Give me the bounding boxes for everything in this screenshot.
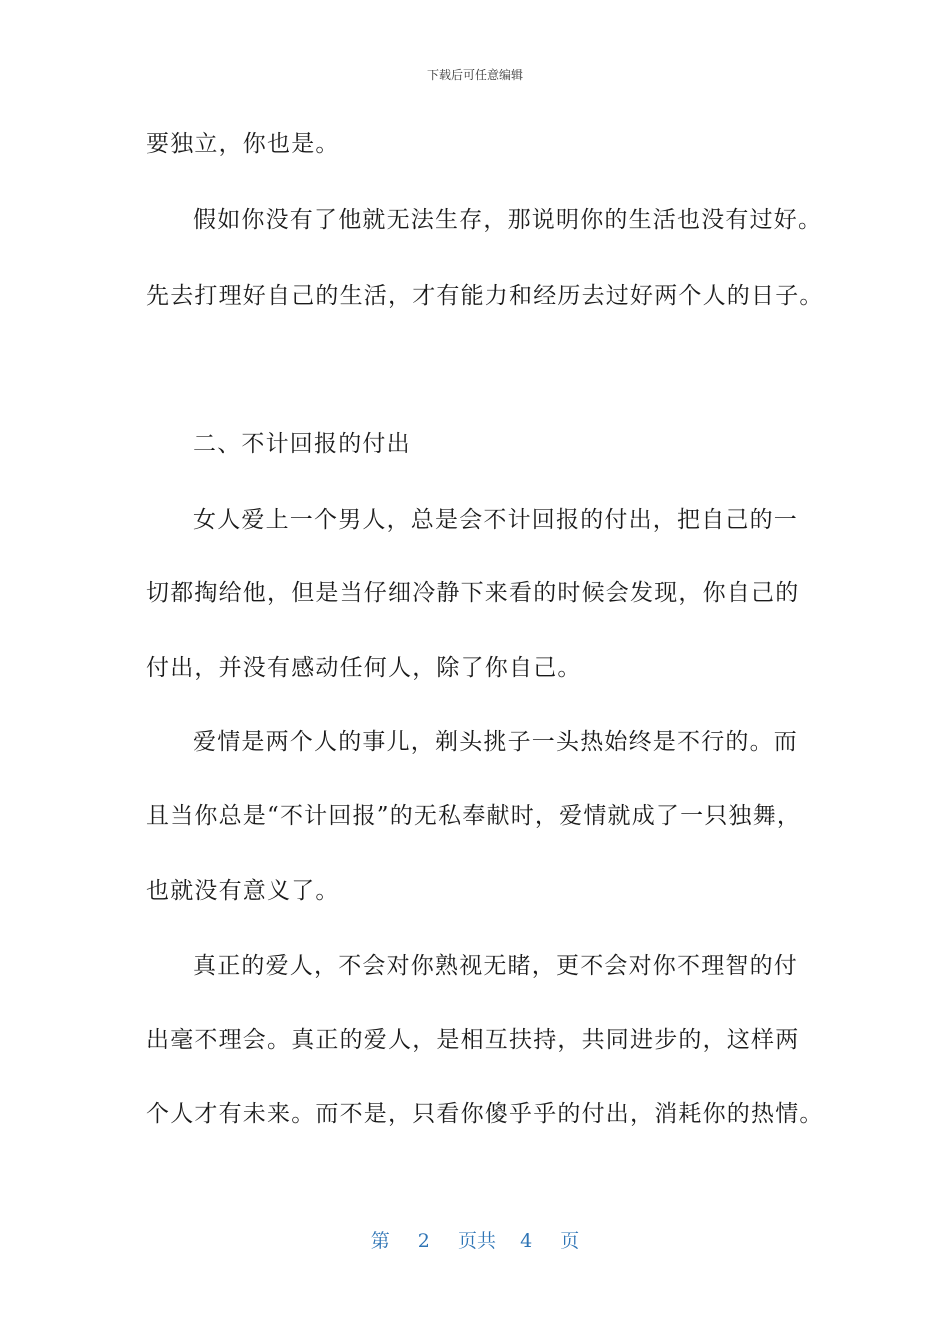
page-footer <box>0 1226 950 1253</box>
body-line-7: 付出，并没有感动任何人，除了你自己。 <box>146 655 582 681</box>
footer-mid: 页共 <box>457 1230 496 1252</box>
body-line-2: 假如你没有了他就无法生存，那说明你的生活也没有过好。 <box>193 207 823 233</box>
body-line-3: 先去打理好自己的生活，才有能力和经历去过好两个人的日子。 <box>146 283 824 309</box>
section-heading: 二、不计回报的付出 <box>193 431 411 457</box>
body-line-6: 切都掏给他，但是当仔细冷静下来看的时候会发现，你自己的 <box>146 580 800 606</box>
footer-suffix: 页 <box>560 1230 580 1252</box>
body-line-1: 要独立，你也是。 <box>146 131 340 157</box>
body-line-11: 真正的爱人，不会对你熟视无睹，更不会对你不理智的付 <box>193 953 798 979</box>
body-line-9: 且当你总是“不计回报”的无私奉献时，爱情就成了一只独舞， <box>146 803 802 829</box>
footer-prefix: 第 <box>370 1230 390 1252</box>
body-line-8: 爱情是两个人的事儿，剃头挑子一头热始终是不行的。而 <box>193 729 798 755</box>
body-line-5: 女人爱上一个男人，总是会不计回报的付出，把自己的一 <box>193 507 798 533</box>
body-line-10: 也就没有意义了。 <box>146 878 340 904</box>
body-line-13: 个人才有未来。而不是，只看你傻乎乎的付出，消耗你的热情。 <box>146 1101 824 1127</box>
body-line-12: 出毫不理会。真正的爱人，是相互扶持，共同进步的，这样两 <box>146 1027 800 1053</box>
footer-page-number: 2 <box>417 1230 430 1252</box>
footer-page-total: 4 <box>520 1230 533 1252</box>
page-header: 下载后可任意编辑 <box>426 68 523 82</box>
